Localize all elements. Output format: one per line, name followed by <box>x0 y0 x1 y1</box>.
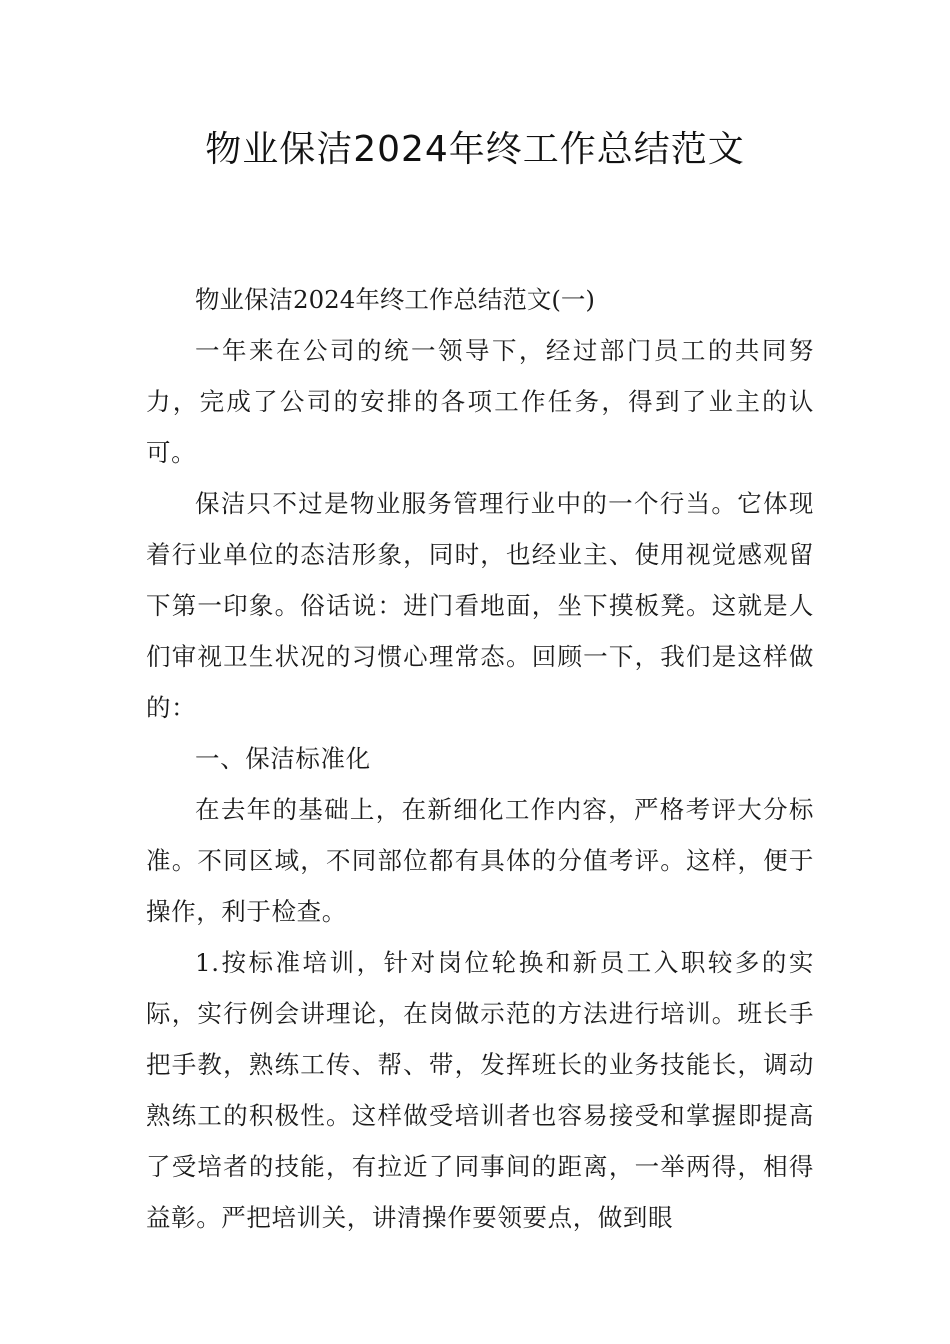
paragraph-standards: 在去年的基础上，在新细化工作内容，严格考评大分标准。不同区域，不同部位都有具体的分值考评。这样，便于操作，利于检查。 <box>146 795 814 926</box>
paragraph-training: 1.按标准培训，针对岗位轮换和新员工入职较多的实际，实行例会讲理论，在岗做示范的方法进行培训。班长手把手教，熟练工传、帮、带，发挥班长的业务技能长，调动熟练工的积极性。这样做受培训者也容易接受和掌握即提高了受培者的技能，有拉近了同事间的距离，一举两得，相得益彰。严把培训关，讲清操作要领要点，做到眼 <box>146 948 814 1232</box>
paragraph-cleaning-role: 保洁只不过是物业服务管理行业中的一个行当。它体现着行业单位的态洁形象，同时，也经业主、使用视觉感观留下第一印象。俗话说：进门看地面，坐下摸板凳。这就是人们审视卫生状况的习惯心理常态。回顾一下，我们是这样做的： <box>146 489 814 722</box>
paragraph-intro: 一年来在公司的统一领导下，经过部门员工的共同努力，完成了公司的安排的各项工作任务，得到了业主的认可。 <box>146 336 814 467</box>
section-subtitle: 物业保洁2024年终工作总结范文(一) <box>195 285 595 314</box>
section-heading-standardization: 一、保洁标准化 <box>195 744 371 773</box>
document-title: 物业保洁2024年终工作总结范文 <box>205 129 745 170</box>
document-body <box>146 274 814 1243</box>
